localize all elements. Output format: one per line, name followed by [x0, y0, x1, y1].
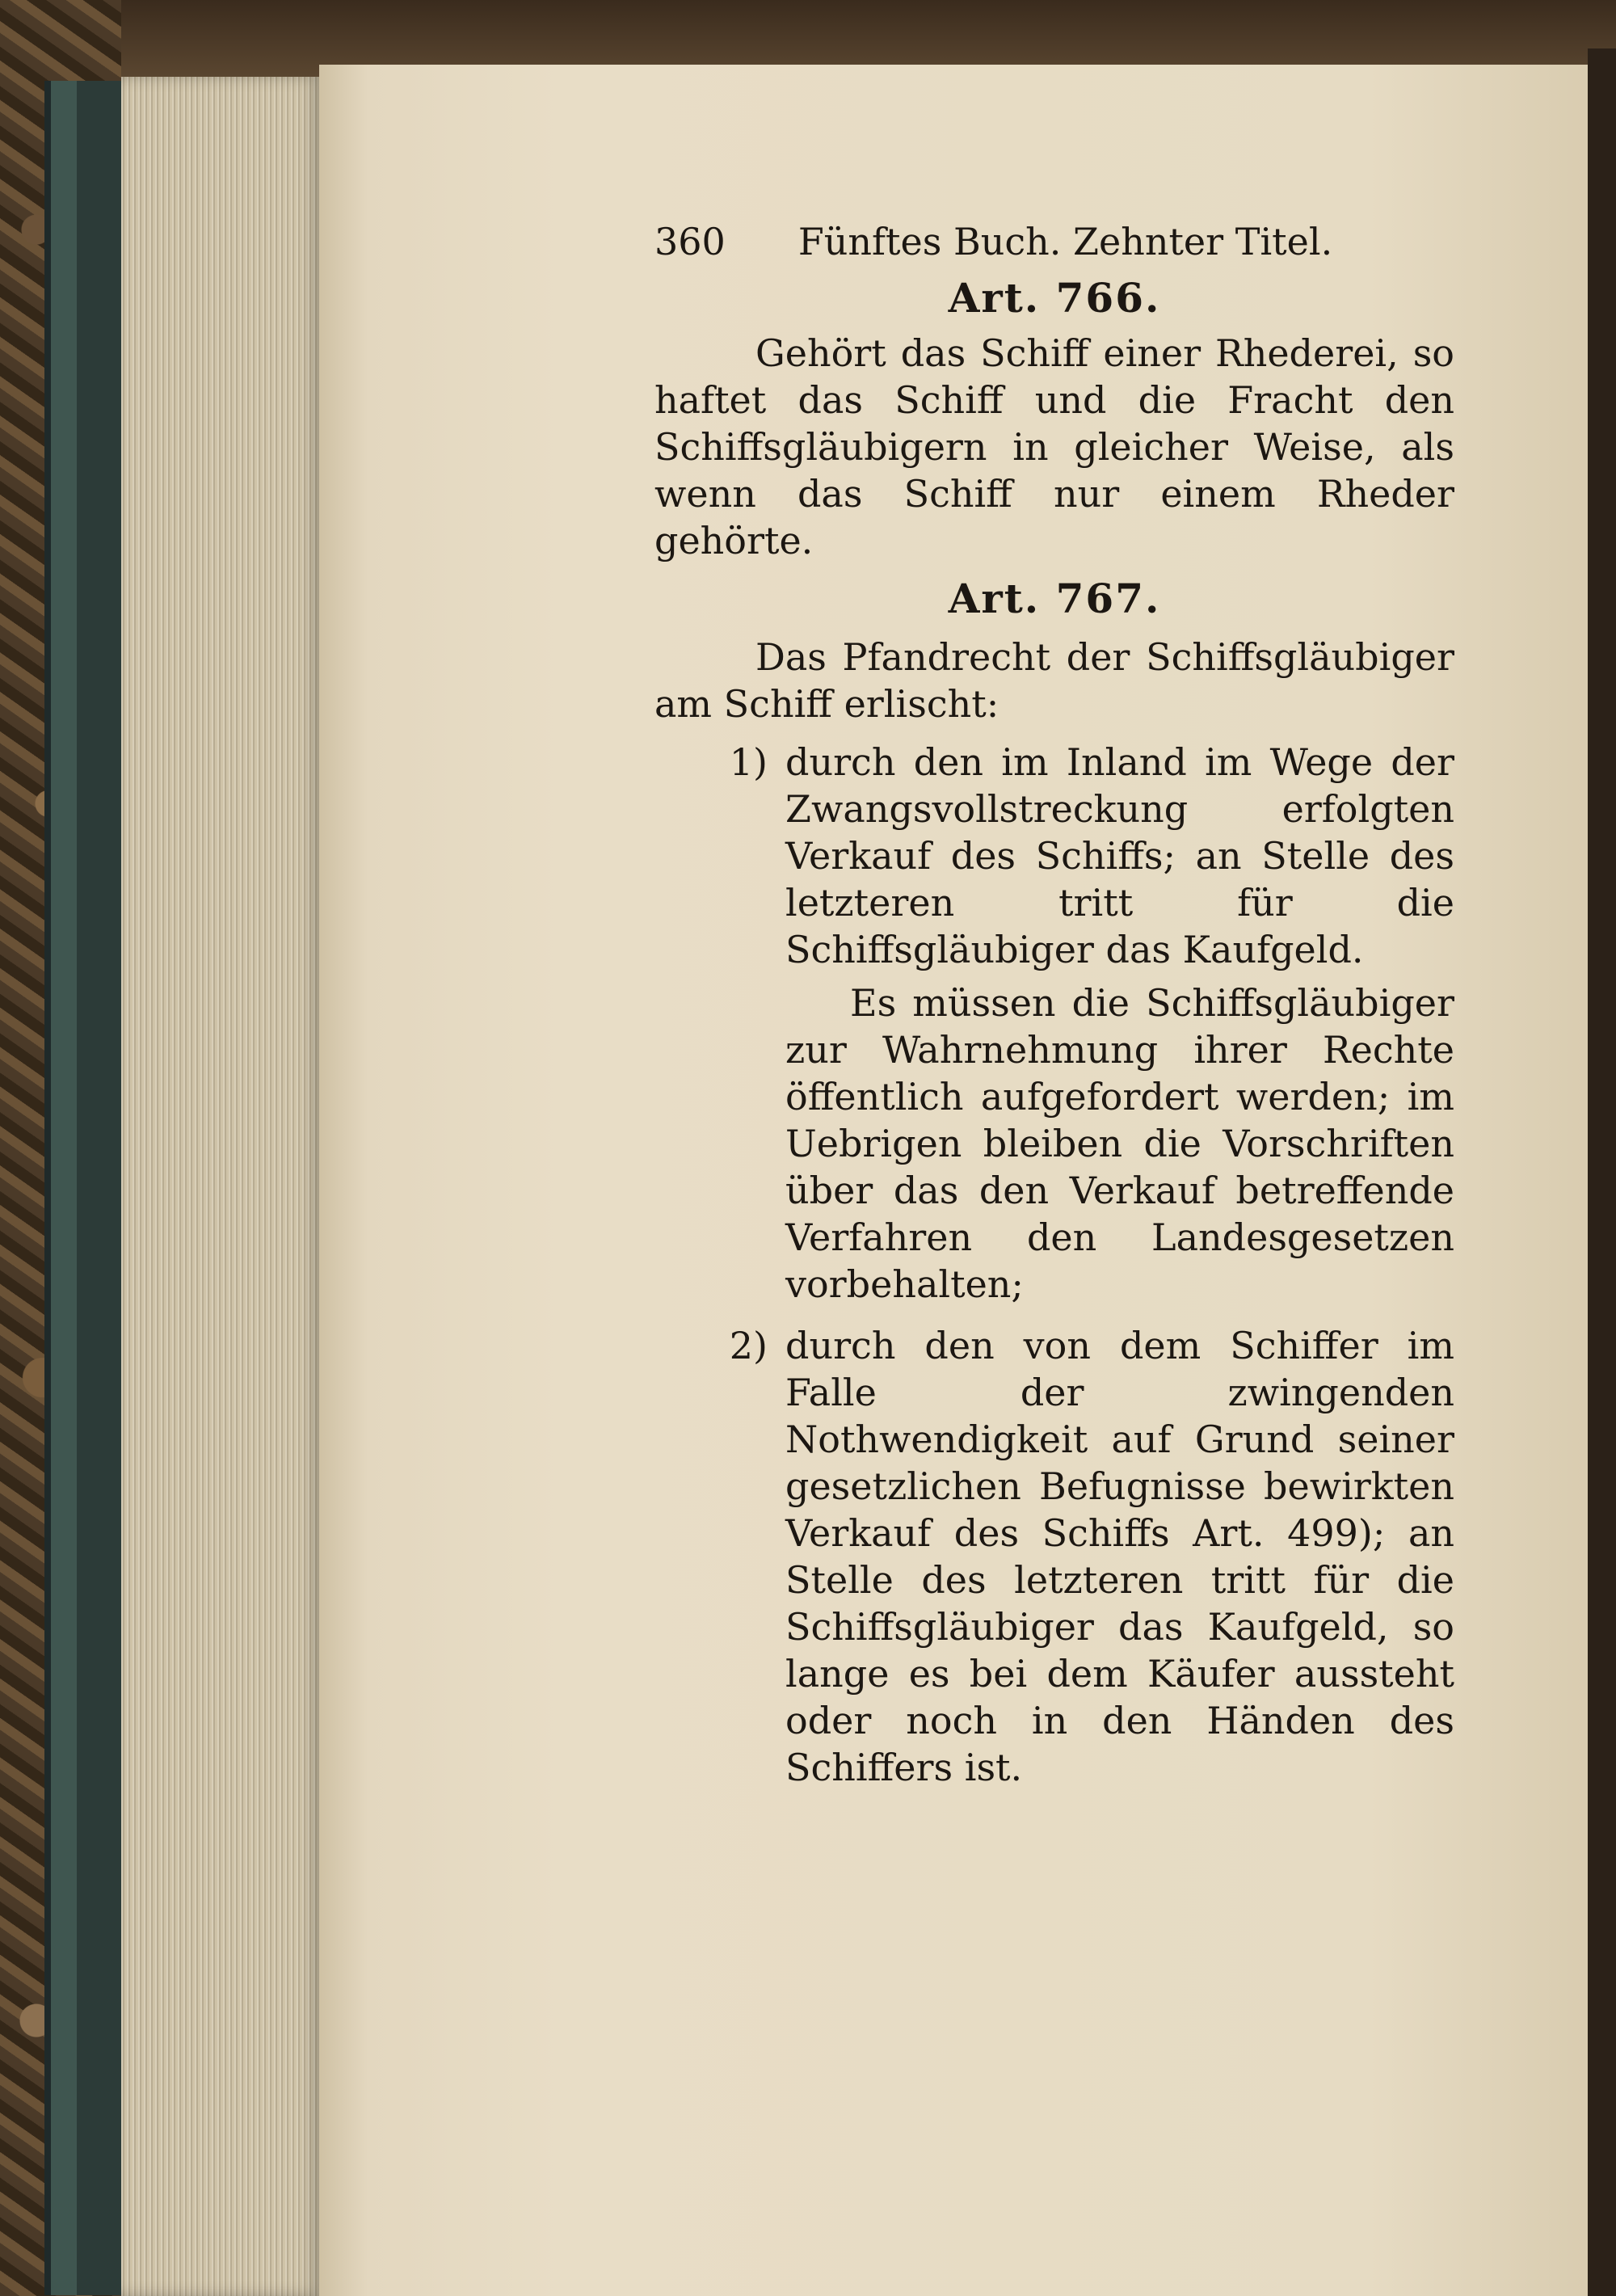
running-header — [654, 218, 1454, 275]
cover-spine-edge — [44, 81, 125, 2295]
item-text: durch den im Inland im Wege der Zwangsvollstreckung erfolgten Verkauf des Schiffs; an Stelle des letzteren tritt für die Schiffsgläubiger das Kaufgeld. — [785, 740, 1454, 971]
article-767 — [654, 575, 1454, 1791]
background-right — [1588, 48, 1616, 2296]
list-item — [654, 1322, 1454, 1791]
item-number: 2) — [729, 1324, 768, 1367]
article-heading: Art. 767. — [948, 575, 1161, 622]
article-heading: Art. 766. — [948, 274, 1161, 322]
article-766 — [654, 275, 1454, 564]
item-continuation: Es müssen die Schiffsgläubiger zur Wahrnehmung ihrer Rechte öffentlich aufgefordert werden; im Uebrigen bleiben die Vorschriften über das den Verkauf betreffende Verfahren den Landesgesetzen vorbehalten; — [785, 981, 1454, 1306]
article-text: Gehört das Schiff einer Rhederei, so haftet das Schiff und die Fracht den Schiffsgläubigern in gleicher Weise, als wenn das Schiff nur einem Rheder gehörte. — [654, 331, 1454, 562]
list-item — [654, 739, 1454, 973]
page-stack-edge — [121, 77, 323, 2296]
article-intro: Das Pfandrecht der Schiffsgläubiger am Schiff erlischt: — [654, 635, 1454, 726]
item-number: 1) — [729, 740, 768, 784]
page-number: 360 — [654, 220, 726, 263]
running-title: Fünftes Buch. Zehnter Titel. — [797, 220, 1333, 263]
page-content — [654, 218, 1454, 1791]
item-text: durch den von dem Schiffer im Falle der zwingenden Nothwendigkeit auf Grund seiner gesetzlichen Befugnisse bewirkten Verkauf des Schiffs Art. 499); an Stelle des letzteren tritt für die Schiffsgläubiger das Kaufgeld, so lange es bei dem Käufer aussteht oder noch in den Händen des Schiffers ist. — [785, 1324, 1454, 1789]
